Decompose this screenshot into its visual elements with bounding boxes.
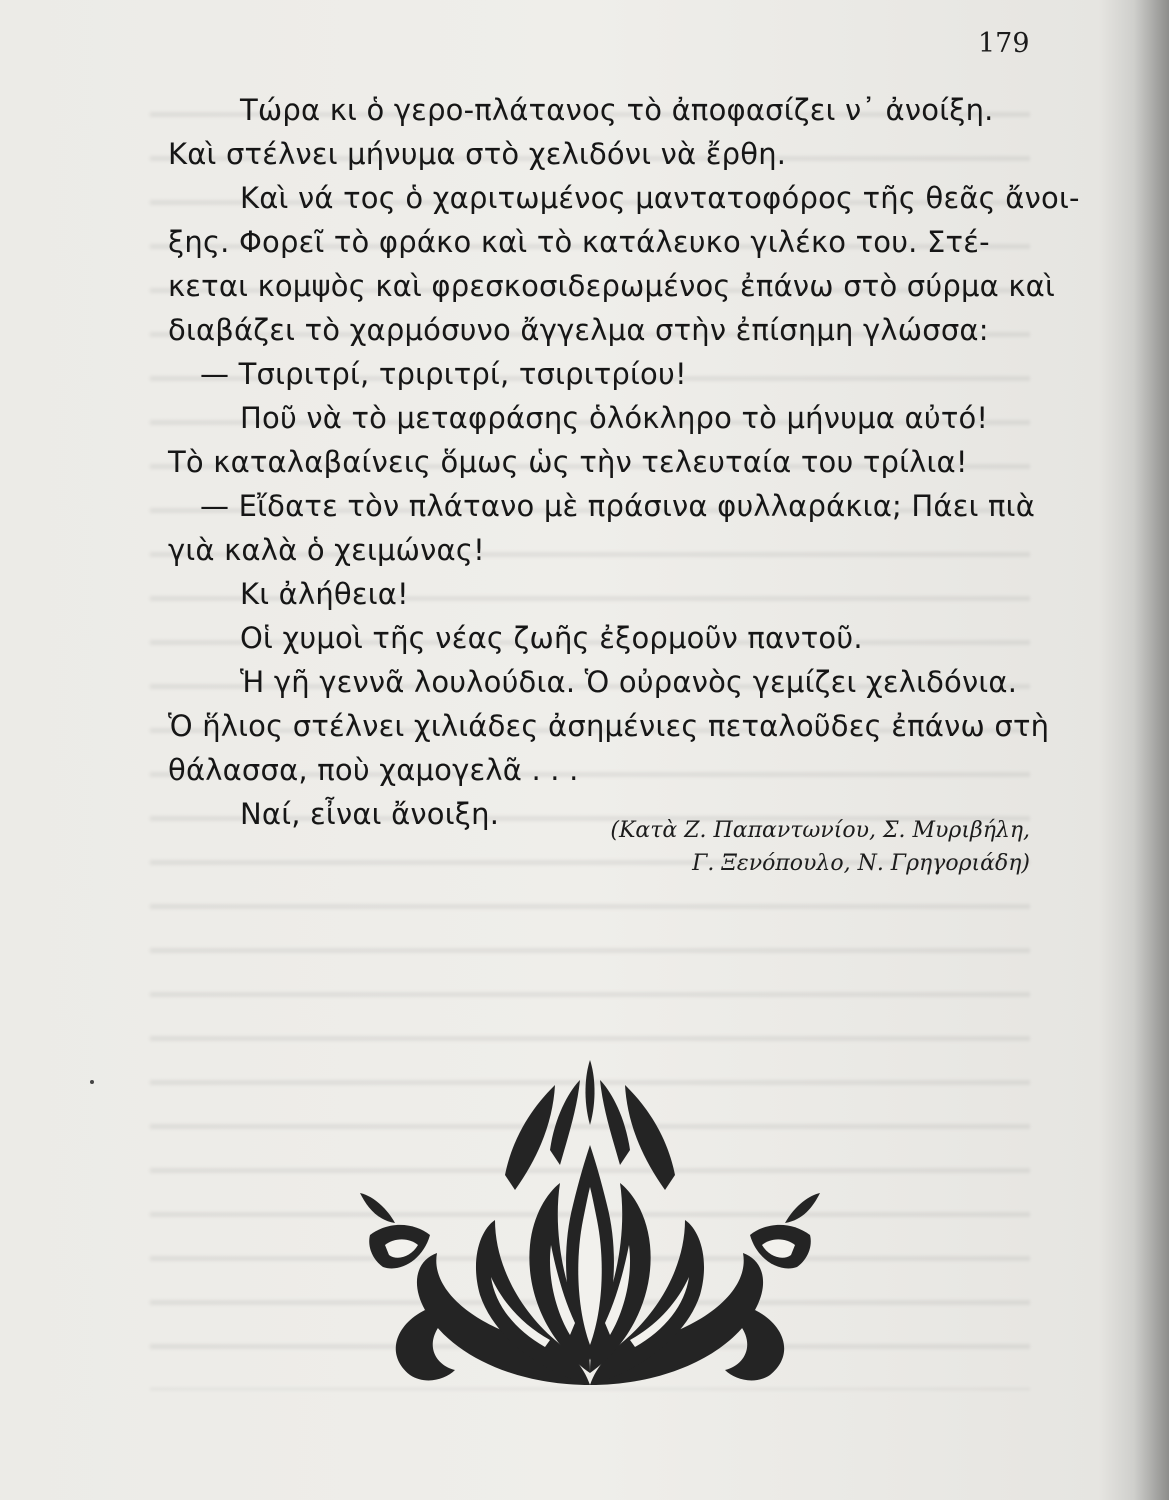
text-line: — Εἴδατε τὸν πλάτανο μὲ πράσινα φυλλαράκια; Πάει πιὰ	[200, 489, 1036, 523]
text-line: Ὁ ἥλιος στέλνει χιλιάδες ἀσημένιες πεταλοῦδες ἐπάνω στὴ	[168, 709, 1050, 743]
text-line: κεται κομψὸς καὶ φρεσκοσιδερωμένος ἐπάνω στὸ σύρμα καὶ	[168, 269, 1055, 303]
page-number: 179	[978, 28, 1030, 59]
text-line: — Τσιριτρί, τριριτρί, τσιριτρίου!	[200, 357, 687, 391]
text-line: γιὰ καλὰ ὁ χειμώνας!	[168, 533, 485, 567]
text-line: Τώρα κι ὁ γερο-πλάτανος τὸ ἀποφασίζει ν᾿ ἀνοίξη.	[240, 93, 994, 127]
text-line: Καὶ στέλνει μήνυμα στὸ χελιδόνι νὰ ἔρθη.	[168, 137, 787, 171]
attribution-line: (Κατὰ Ζ. Παπαντωνίου, Σ. Μυριβήλη,	[610, 818, 1030, 843]
text-line: διαβάζει τὸ χαρμόσυνο ἄγγελμα στὴν ἐπίσημη γλώσσα:	[168, 313, 989, 347]
body-text	[168, 88, 1080, 836]
text-line: Ναί, εἶναι ἄνοιξη.	[240, 797, 500, 831]
text-line: θάλασσα, ποὺ χαμογελᾶ . . .	[168, 753, 579, 787]
text-line: Οἱ χυμοὶ τῆς νέας ζωῆς ἐξορμοῦν παντοῦ.	[240, 621, 863, 655]
text-line: Ἡ γῆ γεννᾶ λουλούδια. Ὁ οὐρανὸς γεμίζει χελιδόνια.	[240, 665, 1018, 699]
lotus-flower-icon	[355, 1055, 825, 1400]
text-line: Τὸ καταλαβαίνεις ὅμως ὡς τὴν τελευταία του τρίλια!	[168, 445, 968, 479]
text-line: Κι ἀλήθεια!	[240, 577, 409, 611]
text-line: Ποῦ νὰ τὸ μεταφράσης ὁλόκληρο τὸ μήνυμα αὐτό!	[240, 401, 989, 435]
stray-dot	[90, 1080, 94, 1084]
attribution	[560, 814, 1030, 880]
text-line: ξης. Φορεῖ τὸ φράκο καὶ τὸ κατάλευκο γιλέκο του. Στέ-	[168, 225, 990, 259]
attribution-line: Γ. Ξενόπουλο, Ν. Γρηγοριάδη)	[692, 851, 1030, 876]
text-line: Καὶ νά τος ὁ χαριτωμένος μαντατοφόρος τῆς θεᾶς ἄνοι-	[240, 181, 1080, 215]
